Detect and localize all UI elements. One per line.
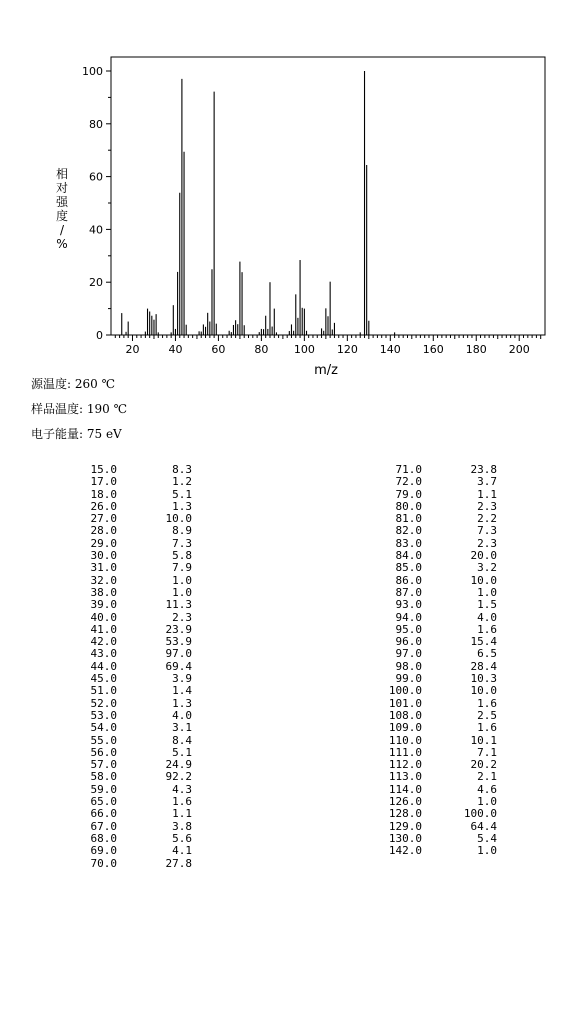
intensity-value: 1.1 (172, 807, 192, 821)
intensity-value: 1.4 (172, 684, 192, 698)
y-tick-label: 100 (82, 65, 103, 78)
x-tick-label: 60 (211, 343, 226, 356)
mz-value: 65.0 (90, 795, 117, 809)
mz-value: 97.0 (395, 647, 422, 661)
mz-value: 129.0 (388, 819, 422, 833)
intensity-value: 3.1 (172, 721, 192, 735)
mz-value: 40.0 (90, 610, 117, 624)
peak-row (380, 771, 497, 783)
intensity-value: 5.1 (172, 745, 192, 759)
peak-row (75, 612, 192, 624)
intensity-value: 100.0 (463, 807, 497, 821)
intensity-value: 23.8 (470, 463, 497, 476)
mz-value: 28.0 (90, 524, 117, 538)
peak-row (380, 476, 497, 488)
intensity-value: 28.4 (470, 659, 497, 673)
intensity-value: 53.9 (165, 635, 192, 649)
mass-spectrum-chart (0, 0, 570, 385)
mz-value: 51.0 (90, 684, 117, 698)
mz-value: 38.0 (90, 585, 117, 599)
mz-value: 86.0 (395, 573, 422, 587)
intensity-value: 2.1 (477, 770, 497, 784)
peak-row (380, 612, 497, 624)
peak-row (380, 808, 497, 820)
peak-row (75, 685, 192, 697)
intensity-value: 8.3 (172, 463, 192, 476)
plot-frame (111, 57, 545, 335)
mz-value: 69.0 (90, 844, 117, 858)
mz-value: 27.0 (90, 512, 117, 526)
mz-value: 57.0 (90, 758, 117, 772)
x-axis-label: m/z (314, 363, 338, 378)
source-temperature: 源温度: 260 ℃ (31, 377, 116, 391)
mz-value: 126.0 (388, 795, 422, 809)
mz-value: 59.0 (90, 782, 117, 796)
intensity-value: 1.3 (172, 499, 192, 513)
peak-row (380, 722, 497, 734)
mz-value: 114.0 (388, 782, 422, 796)
intensity-value: 20.2 (470, 758, 497, 772)
intensity-value: 1.0 (172, 573, 192, 587)
x-tick-label: 100 (293, 343, 315, 356)
mz-value: 39.0 (90, 598, 117, 612)
intensity-value: 1.0 (172, 585, 192, 599)
peak-row (380, 685, 497, 697)
mz-value: 71.0 (395, 463, 422, 476)
intensity-value: 2.2 (477, 512, 497, 526)
peak-row (380, 845, 497, 857)
peak-table-right (380, 464, 497, 858)
peak-row (75, 599, 192, 611)
intensity-value: 1.5 (477, 598, 497, 612)
mz-value: 99.0 (395, 672, 422, 686)
mz-value: 87.0 (395, 585, 422, 599)
y-axis-label: 相对强度/ % (55, 167, 69, 251)
x-tick-label: 200 (508, 343, 530, 356)
intensity-value: 2.3 (172, 610, 192, 624)
mz-value: 128.0 (388, 807, 422, 821)
mz-value: 110.0 (388, 733, 422, 747)
peak-row (75, 648, 192, 660)
mz-value: 52.0 (90, 696, 117, 710)
y-tick-label: 80 (89, 117, 103, 131)
mz-value: 30.0 (90, 549, 117, 563)
intensity-value: 1.0 (477, 844, 497, 858)
peak-row (380, 648, 497, 660)
mz-value: 41.0 (90, 622, 117, 636)
mz-value: 18.0 (90, 487, 117, 501)
mz-value: 17.0 (90, 475, 117, 489)
mz-value: 112.0 (388, 758, 422, 772)
mz-value: 55.0 (90, 733, 117, 747)
mz-value: 68.0 (90, 831, 117, 845)
mz-value: 53.0 (90, 708, 117, 722)
intensity-value: 20.0 (470, 549, 497, 563)
intensity-value: 24.9 (165, 758, 192, 772)
mz-value: 93.0 (395, 598, 422, 612)
y-tick-label: 20 (89, 276, 103, 290)
peak-row (75, 845, 192, 857)
intensity-value: 3.8 (172, 819, 192, 833)
intensity-value: 97.0 (165, 647, 192, 661)
mz-value: 67.0 (90, 819, 117, 833)
mz-value: 70.0 (90, 856, 117, 870)
x-axis (115, 335, 540, 356)
mz-value: 72.0 (395, 475, 422, 489)
peak-row (75, 858, 192, 870)
mz-value: 44.0 (90, 659, 117, 673)
intensity-value: 10.1 (470, 733, 497, 747)
mz-value: 31.0 (90, 561, 117, 575)
x-tick-label: 20 (125, 343, 140, 356)
mz-value: 109.0 (388, 721, 422, 735)
x-tick-label: 40 (168, 343, 183, 356)
mz-value: 94.0 (395, 610, 422, 624)
intensity-value: 10.0 (470, 684, 497, 698)
intensity-value: 4.0 (172, 708, 192, 722)
intensity-value: 10.0 (165, 512, 192, 526)
x-tick-label: 120 (336, 343, 358, 356)
intensity-value: 1.3 (172, 696, 192, 710)
intensity-value: 1.6 (477, 622, 497, 636)
x-tick-label: 140 (379, 343, 401, 356)
intensity-value: 3.2 (477, 561, 497, 575)
peak-row (75, 771, 192, 783)
intensity-value: 92.2 (165, 770, 192, 784)
mz-value: 81.0 (395, 512, 422, 526)
intensity-value: 2.5 (477, 708, 497, 722)
intensity-value: 11.3 (165, 598, 192, 612)
x-tick-label: 160 (422, 343, 444, 356)
intensity-value: 1.6 (172, 795, 192, 809)
mz-value: 32.0 (90, 573, 117, 587)
mz-value: 113.0 (388, 770, 422, 784)
intensity-value: 69.4 (165, 659, 192, 673)
mz-value: 111.0 (388, 745, 422, 759)
intensity-value: 1.6 (477, 696, 497, 710)
sample-temperature: 样品温度: 190 ℃ (31, 402, 128, 416)
intensity-value: 5.4 (477, 831, 497, 845)
mz-value: 95.0 (395, 622, 422, 636)
peak-row (75, 722, 192, 734)
peak-row (380, 735, 497, 747)
mz-value: 101.0 (388, 696, 422, 710)
mz-value: 26.0 (90, 499, 117, 513)
intensity-value: 1.0 (477, 795, 497, 809)
intensity-value: 2.3 (477, 536, 497, 550)
intensity-value: 10.3 (470, 672, 497, 686)
peak-row (75, 476, 192, 488)
intensity-value: 4.6 (477, 782, 497, 796)
mz-value: 96.0 (395, 635, 422, 649)
peak-row (75, 562, 192, 574)
intensity-value: 3.7 (477, 475, 497, 489)
intensity-value: 5.1 (172, 487, 192, 501)
intensity-value: 1.6 (477, 721, 497, 735)
intensity-value: 3.9 (172, 672, 192, 686)
mz-value: 43.0 (90, 647, 117, 661)
mz-value: 108.0 (388, 708, 422, 722)
intensity-value: 64.4 (470, 819, 497, 833)
intensity-value: 6.5 (477, 647, 497, 661)
intensity-value: 7.9 (172, 561, 192, 575)
mz-value: 45.0 (90, 672, 117, 686)
x-tick-label: 80 (254, 343, 269, 356)
mz-value: 82.0 (395, 524, 422, 538)
intensity-value: 1.1 (477, 487, 497, 501)
mz-value: 29.0 (90, 536, 117, 550)
mz-value: 84.0 (395, 549, 422, 563)
mz-value: 142.0 (388, 844, 422, 858)
mz-value: 80.0 (395, 499, 422, 513)
mz-value: 85.0 (395, 561, 422, 575)
intensity-value: 1.0 (477, 585, 497, 599)
intensity-value: 4.1 (172, 844, 192, 858)
intensity-value: 23.9 (165, 622, 192, 636)
mz-value: 100.0 (388, 684, 422, 698)
intensity-value: 4.0 (477, 610, 497, 624)
intensity-value: 7.1 (477, 745, 497, 759)
y-axis (82, 65, 111, 342)
peak-table-left (75, 464, 192, 870)
peak-row (75, 525, 192, 537)
mz-value: 15.0 (90, 463, 117, 476)
y-tick-label: 40 (89, 223, 103, 237)
mz-value: 56.0 (90, 745, 117, 759)
mz-value: 79.0 (395, 487, 422, 501)
peak-row (380, 525, 497, 537)
mz-value: 42.0 (90, 635, 117, 649)
intensity-value: 15.4 (470, 635, 497, 649)
intensity-value: 1.2 (172, 475, 192, 489)
peak-row (380, 562, 497, 574)
intensity-value: 8.9 (172, 524, 192, 538)
mz-value: 130.0 (388, 831, 422, 845)
y-tick-label: 60 (89, 170, 103, 184)
intensity-value: 2.3 (477, 499, 497, 513)
spectrum-bars (122, 71, 395, 335)
x-tick-label: 180 (465, 343, 487, 356)
mz-value: 66.0 (90, 807, 117, 821)
intensity-value: 7.3 (477, 524, 497, 538)
peak-row (380, 599, 497, 611)
intensity-value: 7.3 (172, 536, 192, 550)
peak-row (75, 735, 192, 747)
mz-value: 54.0 (90, 721, 117, 735)
mz-value: 58.0 (90, 770, 117, 784)
intensity-value: 5.6 (172, 831, 192, 845)
peak-row (75, 808, 192, 820)
mz-value: 98.0 (395, 659, 422, 673)
y-tick-label: 0 (96, 329, 103, 342)
intensity-value: 4.3 (172, 782, 192, 796)
intensity-value: 5.8 (172, 549, 192, 563)
mz-value: 83.0 (395, 536, 422, 550)
electron-energy: 电子能量: 75 eV (31, 427, 122, 441)
intensity-value: 10.0 (470, 573, 497, 587)
intensity-value: 8.4 (172, 733, 192, 747)
intensity-value: 27.8 (165, 856, 192, 870)
